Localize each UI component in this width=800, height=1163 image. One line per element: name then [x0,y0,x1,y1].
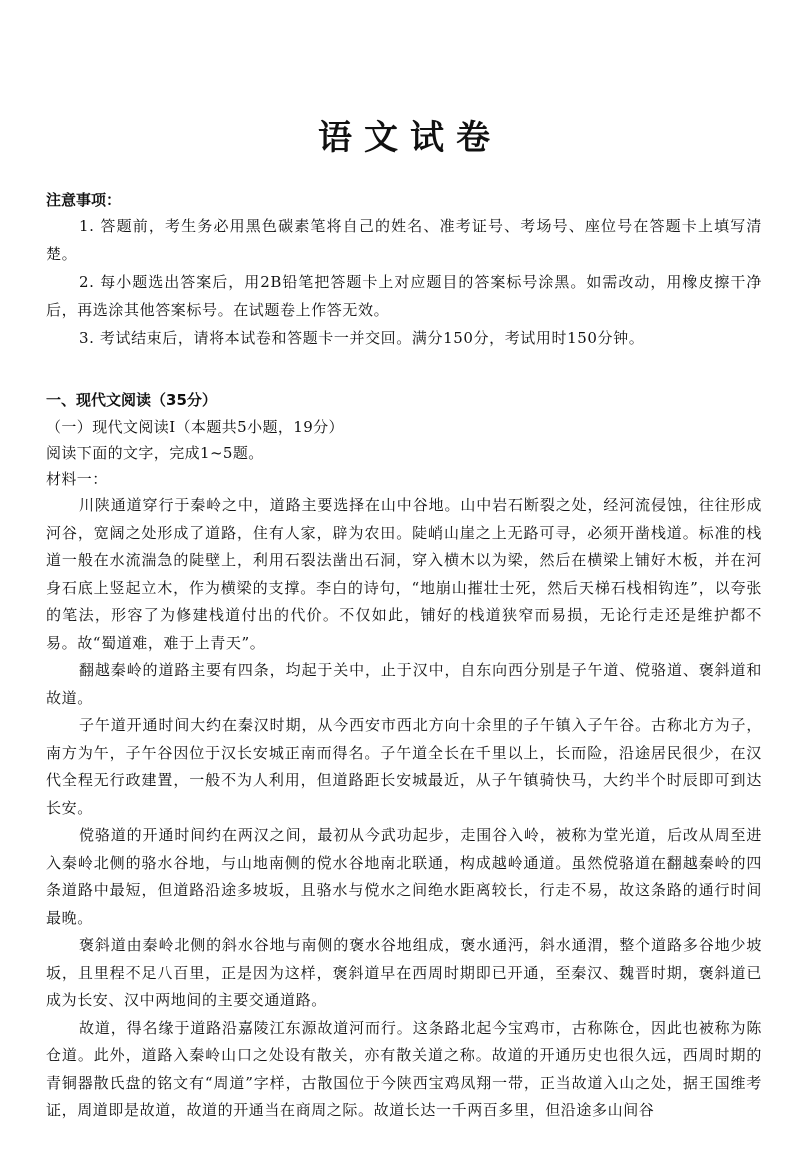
article-paragraph: 子午道开通时间大约在秦汉时期，从今西安市西北方向十余里的子午镇入子午谷。古称北方为子，南方为午，子午谷因位于汉长安城正南而得名。子午道全长在千里以上，长而险，沿途居民很少，在汉代全程无行政建置，一般不为人利用，但道路距长安城最近，从子午镇骑快马，大约半个时辰即可到达长安。 [46,716,762,817]
article-paragraph: 翻越秦岭的道路主要有四条，均起于关中，止于汉中，自东向西分别是子午道、傥骆道、褒斜道和故道。 [46,661,762,707]
section-subheading: （一）现代文阅读Ⅰ（本题共5小题，19分） [46,418,344,436]
material-label: 材料一： [46,470,108,488]
material-text [46,492,762,1125]
article-paragraph: 傥骆道的开通时间约在两汉之间，最初从今武功起步，走围谷入岭，被称为堂光道，后改从周至进入秦岭北侧的骆水谷地，与山地南侧的傥水谷地南北联通，构成越岭通道。虽然傥骆道在翻越秦岭的四条道路中最短，但道路沿途多坡坂，且骆水与傥水之间绝水距离较长，行走不易，故这条路的通行时间最晚。 [46,826,762,927]
notice-heading: 注意事项： [46,191,122,209]
section-heading: 一、现代文阅读（35分） [46,391,217,409]
article-paragraph: 川陕通道穿行于秦岭之中，道路主要选择在山中谷地。山中岩石断裂之处，经河流侵蚀，往往形成河谷，宽阔之处形成了道路，住有人家，辟为农田。陡峭山崖之上无路可寻，必须开凿栈道。标准的栈道一般在水流湍急的陡壁上，利用石裂法凿出石洞，穿入横木以为梁，然后在横梁上铺好木板，并在河身石底上竖起立木，作为横梁的支撑。李白的诗句，“地崩山摧壮士死，然后天梯石栈相钩连”，以夸张的笔法，形容了为修建栈道付出的代价。不仅如此，铺好的栈道狭窄而易损，无论行走还是维护都不易。故“蜀道难，难于上青天”。 [46,496,762,652]
page-title: 语文试卷 [318,118,502,158]
reading-section [46,388,762,1125]
section-instruction: 阅读下面的文字，完成1~5题。 [46,444,264,462]
notice-block [46,188,762,352]
article-paragraph: 褒斜道由秦岭北侧的斜水谷地与南侧的褒水谷地组成，褒水通沔，斜水通渭，整个道路多谷地少坡坂，且里程不足八百里，正是因为这样，褒斜道早在西周时期即已开通，至秦汉、魏晋时期，褒斜道已成为长安、汉中两地间的主要交通道路。 [46,936,762,1009]
notice-item: 2. 每小题选出答案后，用2B铅笔把答题卡上对应题目的答案标号涂黑。如需改动，用橡皮擦干净后，再选涂其他答案标号。在试题卷上作答无效。 [46,273,762,319]
notice-item: 1. 答题前，考生务必用黑色碳素笔将自己的姓名、准考证号、考场号、座位号在答题卡上填写清楚。 [46,217,762,263]
notice-item: 3. 考试结束后，请将本试卷和答题卡一并交回。满分150分，考试用时150分钟。 [79,329,645,347]
article-paragraph: 故道，得名缘于道路沿嘉陵江东源故道河而行。这条路北起今宝鸡市，古称陈仓，因此也被称为陈仓道。此外，道路入秦岭山口之处设有散关，亦有散关道之称。故道的开通历史也很久远，西周时期的青铜器散氏盘的铭文有“周道”字样，古散国位于今陕西宝鸡凤翔一带，正当故道入山之处，据王国维考证，周道即是故道，故道的开通当在商周之际。故道长达一千两百多里，但沿途多山间谷 [46,1018,762,1119]
